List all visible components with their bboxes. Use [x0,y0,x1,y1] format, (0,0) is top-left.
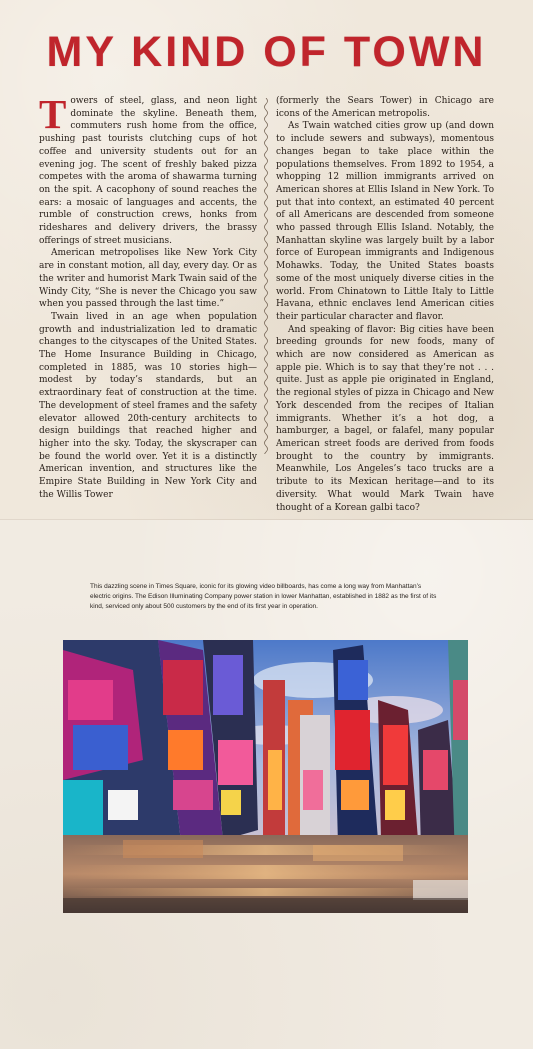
paragraph-3: Twain lived in an age when population growth and industrialization led to dramatic changes to the cityscapes of the United States. The Home Insurance Building in Chicago, completed in 1885, was 10 stories high—modest by today’s standards, but an extraordinary feat of construction at the time. The development of steel frames and the safety elevator allowed 20th-century architects to design buildings that reached higher and higher into the sky. Today, the skyscraper can be found the world over. Yet it is a distinctly American invention, and structures like the Empire State Building in New York City and the Willis Tower [39,311,257,500]
page-title: MY KIND OF TOWN [46,28,487,76]
drop-cap: T [39,91,67,137]
photo-caption: This dazzling scene in Times Square, iconic for its glowing video billboards, has come a long way from Manhattan’s electric origins. The Edison Illuminating Company power station in lower Manhattan, established in 1882 as the first of its kind, serviced only about 500 customers by the end of its first year in operation. [90,583,437,610]
paragraph-1 [39,91,257,247]
times-square-illustration [63,640,468,913]
right-column [276,95,494,514]
left-column [39,91,257,502]
top-page [0,0,533,520]
paragraph-2: American metropolises like New York City are in constant motion, all day, every day. Or as the writer and humorist Mark Twain said of the Windy City, “She is never the Chicago you saw when you passed through the last time.” [39,248,257,310]
paragraph-1-text: owers of steel, glass, and neon light dominate the skyline. Beneath them, commuters rush home from the office, pushing past tourists clutching cups of hot coffee and university students out for an evening jog. The scent of freshly baked pizza competes with the aroma of shawarma turning on the spit. A cacophony of sound reaches the ears: a mosaic of languages and accents, the rumble of construction crews, honks from rideshares and delivery drivers, the brassy offerings of street musicians. [39,96,257,246]
paragraph-6: And speaking of flavor: Big cities have been breeding grounds for new foods, many of which are now considered as American as apple pie. Which is to say that they’re not . . . quite. Just as apple pie originated in England, the regional styles of pizza in Chicago and New York descended from the recipes of Italian immigrants. Whether it’s a hot dog, a hamburger, a bagel, or falafel, many popular American street foods are derived from foods brought to the country by immigrants. Meanwhile, Los Angeles’s taco trucks are a tribute to its Mexican heritage—and to its diversity. What would Mark Twain have thought of a Korean galbi taco? [276,324,494,513]
paragraph-5: As Twain watched cities grow up (and down to include sewers and subways), momentous changes began to take place within the populations themselves. From 1892 to 1954, a whopping 12 million immigrants arrived on American shores at Ellis Island in New York. To put that into context, an estimated 40 percent of all Americans are descended from someone who passed through Ellis Island. Notably, the Manhattan skyline was largely built by a labor force of European immigrants and Indigenous Mohawks. Today, the United States boasts some of the most uniquely diverse cities in the world. From Chinatown to Little Italy to Little Havana, ethnic enclaves lend American cities their particular character and flavor. [276,121,494,322]
column-divider [262,98,270,454]
paragraph-4: (formerly the Sears Tower) in Chicago are icons of the American metropolis. [276,96,494,119]
times-square-photo [63,640,468,913]
